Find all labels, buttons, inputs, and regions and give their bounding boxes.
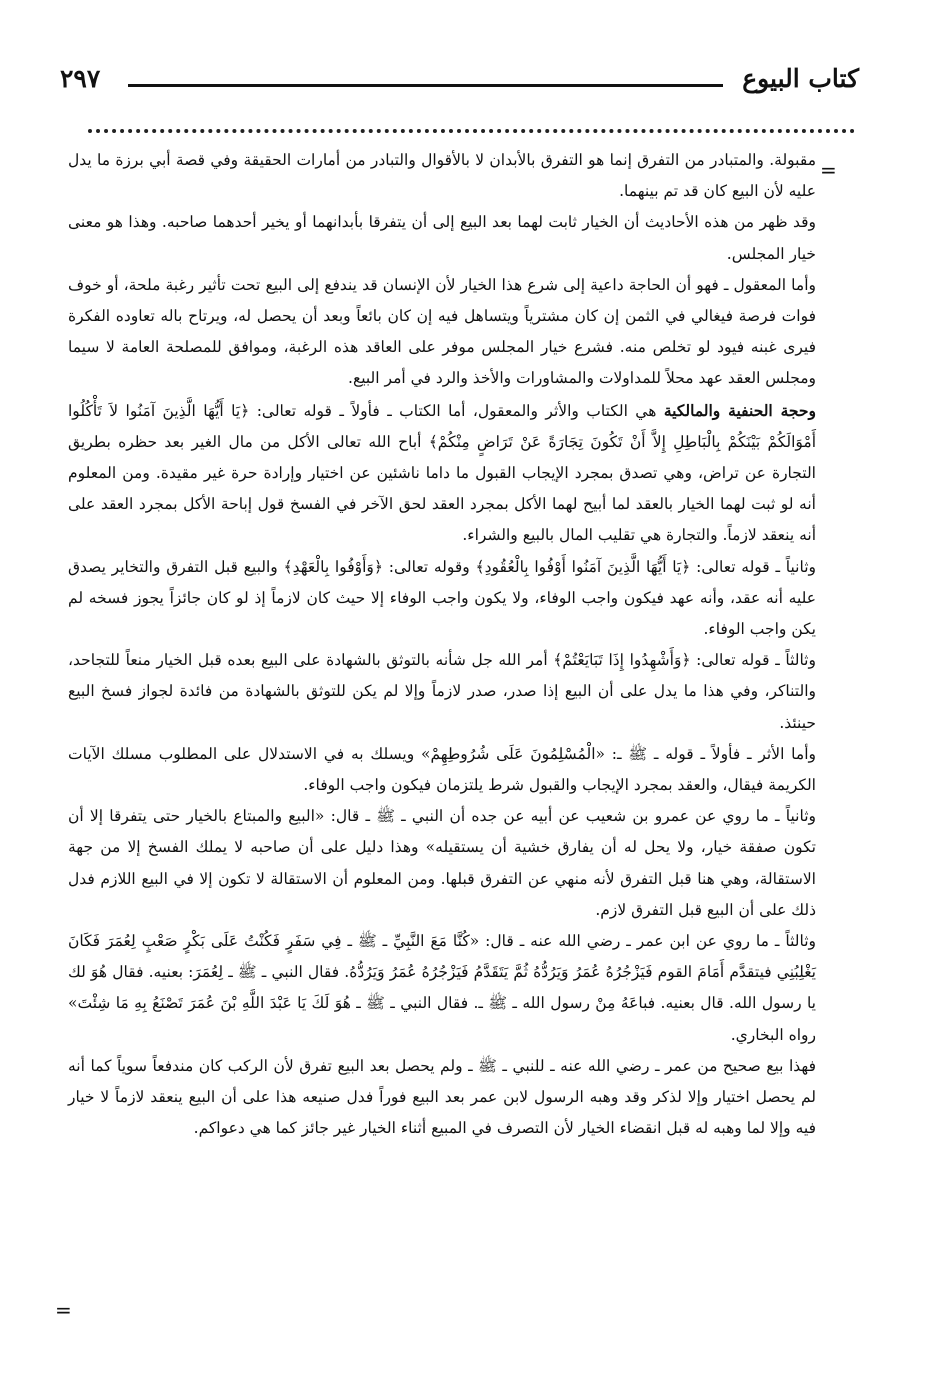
body-text <box>68 145 816 1145</box>
chapter-title: كتاب البيوع <box>742 64 859 93</box>
paragraph-1: مقبولة. والمتبادر من التفرق إنما هو التفرق بالأبدان لا بالأقوال والتبادر من أمارات الحقيقة وفي قصة أبي برزة ما يدل عليه لأن البيع كان قد تم بينهما. <box>68 151 816 201</box>
continuation-mark-bottom: = <box>55 1298 72 1322</box>
header-rule <box>128 84 723 87</box>
paragraph-9: وثالثاً ـ ما روي عن ابن عمر ـ رضي الله عنه ـ قال: «كُنَّا مَعَ النَّبِيِّ ـ ﷺ ـ فِي سَفَرٍ فَكُنْتُ عَلَى بَكْرٍ صَعْبٍ لِعُمَرَ فَكَانَ يَغْلِبُنِي فيتقدَّم أَمَامَ القوم فَيَزْجُرُهُ عُمَرُ وَيَرُدُّهُ ثُمَّ يَتَقَدَّمُ فَيَزْجُرُهُ عُمَرُ وَيَرُدُّهُ. فقال النبي ـ ﷺ ـ لِعُمَرَ: بعنيه. فقال هُوَ لك يا رسول الله. قال بعنيه. فباعَهُ مِنْ رسول الله ـ ﷺ ـ. فقال النبي ـ ﷺ ـ هُوَ لَكَ يَا عَبْدَ اللَّهِ بْنَ عُمَرَ تَصْنَعُ بِهِ مَا شِئْتَ» رواه البخاري. <box>68 932 816 1044</box>
paragraph-4 <box>68 395 816 552</box>
paragraph-3: وأما المعقول ـ فهو أن الحاجة داعية إلى شرع هذا الخيار لأن الإنسان قد يندفع إلى البيع تحت تأثير رغبة ملحة، أو خوف فوات فرصة فيغالي في الثمن إن كان مشترياً ويتساهل فيه إن كان بائعاً وبعد أن يحصل له، ويرتاح باله تعاوده الفكرة فيرى غبنه فيود لو تخلص منه. فشرع خيار المجلس موفر على العاقد هذه الرغبة، وموافق للمصلحة العامة لا سيما ومجلس العقد عهد محلاً للمداولات والمشاورات والأخذ والرد في أمر البيع. <box>68 275 816 388</box>
paragraph-4-lead: وحجة الحنفية والمالكية <box>663 400 816 420</box>
paragraph-10: فهذا بيع صحيح من عمر ـ رضي الله عنه ـ للنبي ـ ﷺ ـ ولم يحصل بعد البيع تفرق لأن الركب كان مندفعاً سوياً كما أنه لم يحصل اختيار وإلا لذكر وقد وهبه الرسول لابن عمر بعد البيع فوراً فدل صنيعه هذا على أن البيع ينعقد لازماً لا خيار فيه وإلا لما وهبه له قبل انقضاء الخيار لأن التصرف في المبيع أثناء الخيار غير جائز كما هي دعواكم. <box>68 1056 816 1138</box>
dotted-separator <box>88 129 855 139</box>
paragraph-6: وثالثاً ـ قوله تعالى: ﴿وَأَشْهِدُوا إِذَا تَبَايَعْتُمْ﴾ أمر الله جل شأنه بالتوثق بالشهادة على البيع بعده قبل الخيار منعاً للتجاحد، والتناكر، وفي هذا ما يدل على أن البيع إذا صدر، صدر لازماً وإلا لم يكن للتوثق بالشهادة من فائدة لجواز فسخ البيع حينئذ. <box>68 651 816 732</box>
paragraph-4-text: هي الكتاب والأثر والمعقول، أما الكتاب ـ فأولاً ـ قوله تعالى: ﴿يَا أَيُّهَا الَّذِينَ آمَنُوا لاَ تَأْكُلُوا أَمْوَالَكُمْ بَيْنَكُمْ بِالْبَاطِلِ إِلاَّ أَنْ تَكُونَ تِجَارَةً عَنْ تَرَاضٍ مِنْكُمْ﴾ أباح الله تعالى الأكل من مال الغير بعد حظره بطريق التجارة عن تراض، وهي تصدق بمجرد الإيجاب القبول ما داما ناشئين عن اختيار وإرادة حرة غير مقيدة. ومن المعلوم أنه لو ثبت لهما الخيار بالعقد لما أبيح لهما الأكل بمجرد العقد لحق الآخر في الفسخ قول إباحة الأكل بمجرد العقد على أنه ينعقد لازماً. والتجارة هي تقليب المال بالبيع والشراء. <box>68 401 816 545</box>
paragraph-7: وأما الأثر ـ فأولاً ـ قوله ـ ﷺ ـ: «الْمُسْلِمُونَ عَلَى شُرُوطِهِمْ» ويسلك به في الاستدلال على المطلوب مسلك الآيات الكريمة فيقال، والعقد بمجرد الإيجاب والقبول شرط يلتزمان فيكون واجب الوفاء. <box>68 744 816 795</box>
paragraph-5: وثانياً ـ قوله تعالى: ﴿يَا أَيُّهَا الَّذِينَ آمَنُوا أَوْفُوا بِالْعُقُودِ﴾ وقوله تعالى: ﴿وَأَوْفُوا بِالْعَهْدِ﴾ والبيع قبل التفرق والتخاير يصدق عليه أنه عقد، وأنه عهد فيكون واجب الوفاء، ولا يكون واجب الوفاء إلا حيث كان لازماً إذ لو كان جائزاً يجوز فسخه لم يكن واجب الوفاء. <box>68 557 816 639</box>
paragraph-8: وثانياً ـ ما روي عن عمرو بن شعيب عن أبيه عن جده أن النبي ـ ﷺ ـ قال: «البيع والمبتاع بالخيار حتى يتفرقا إلا أن تكون صفقة خيار، ولا يحل له أن يفارق خشية أن يستقيله» وهذا دليل على أن صاحبه لا يملك الفسخ إلا من جهة الاستقالة، وهي هنا قبل التفرق لأنه منهي عن التفرق قبلها. ومن المعلوم أن الاستقالة لا تكون إلا في البيع اللازم فدل ذلك على أن البيع قبل التفرق لازم. <box>68 807 816 919</box>
paragraph-2: وقد ظهر من هذه الأحاديث أن الخيار ثابت لهما بعد البيع إلى أن يتفرقا بأبدانهما أو يخير أحدهما صاحبه. وهذا هو معنى خيار المجلس. <box>68 213 816 263</box>
page-number: ٢٩٧ <box>60 64 101 93</box>
page-header <box>60 62 859 102</box>
continuation-mark-top: = <box>820 158 837 182</box>
